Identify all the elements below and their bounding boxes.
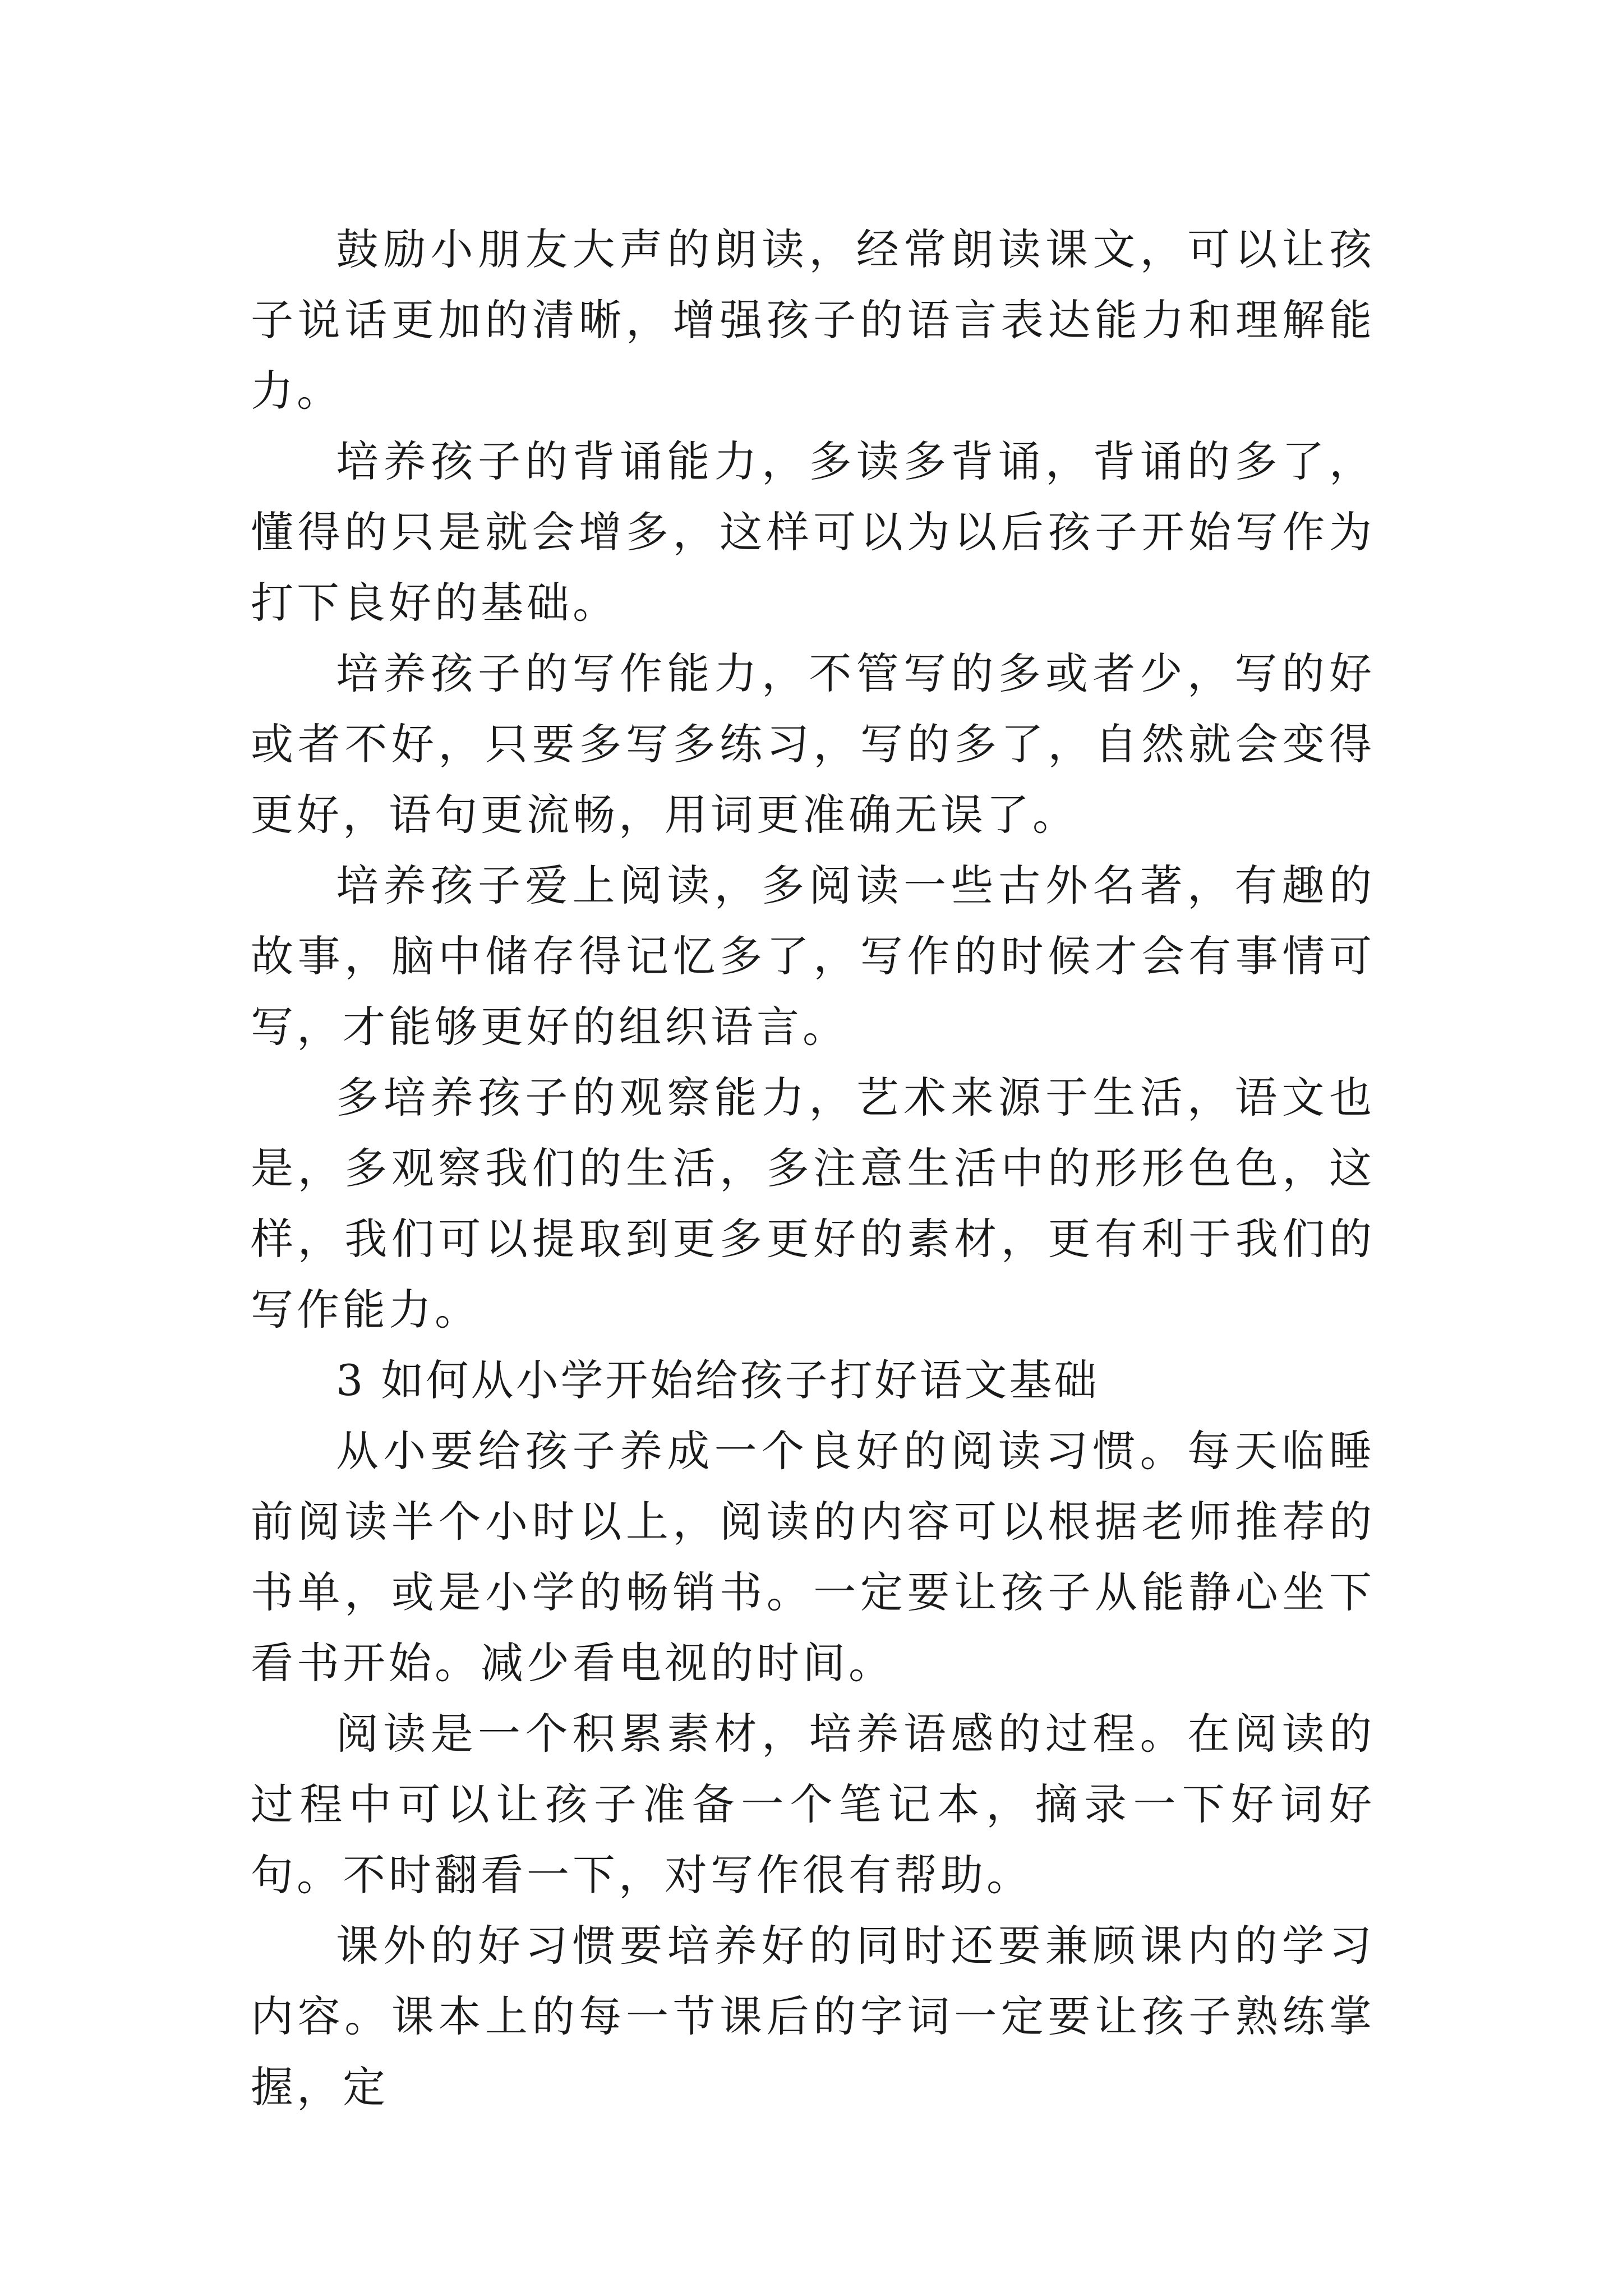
- paragraph-recitation: 培养孩子的背诵能力，多读多背诵，背诵的多了，懂得的只是就会增多，这样可以为以后孩子开始写作为打下良好的基础。: [251, 436, 1375, 628]
- paragraph-reading-habit: 从小要给孩子养成一个良好的阅读习惯。每天临睡前阅读半个小时以上，阅读的内容可以根据老师推荐的书单，或是小学的畅销书。一定要让孩子从能静心坐下看书开始。减少看电视的时间。: [251, 1426, 1375, 1688]
- paragraph-reading-aloud: 鼓励小朋友大声的朗读，经常朗读课文，可以让孩子说话更加的清晰，增强孩子的语言表达能力和理解能力。: [251, 224, 1375, 416]
- paragraph-observation: 多培养孩子的观察能力，艺术来源于生活，语文也是，多观察我们的生活，多注意生活中的形形色色，这样，我们可以提取到更多更好的素材，更有利于我们的写作能力。: [251, 1073, 1375, 1335]
- paragraph-accumulation: 阅读是一个积累素材，培养语感的过程。在阅读的过程中可以让孩子准备一个笔记本，摘录一下好词好句。不时翻看一下，对写作很有帮助。: [251, 1709, 1375, 1900]
- paragraph-in-class-content: 课外的好习惯要培养好的同时还要兼顾课内的学习内容。课本上的每一节课后的字词一定要让孩子熟练掌握，定: [251, 1921, 1375, 2112]
- section-heading: 3 如何从小学开始给孩子打好语文基础: [336, 1355, 1099, 1405]
- document-body: [251, 214, 1375, 2123]
- paragraph-love-reading: 培养孩子爱上阅读，多阅读一些古外名著，有趣的故事，脑中储存得记忆多了，写作的时候才会有事情可写，才能够更好的组织语言。: [251, 861, 1375, 1052]
- paragraph-writing: 培养孩子的写作能力，不管写的多或者少，写的好或者不好，只要多写多练习，写的多了，自然就会变得更好，语句更流畅，用词更准确无误了。: [251, 648, 1375, 840]
